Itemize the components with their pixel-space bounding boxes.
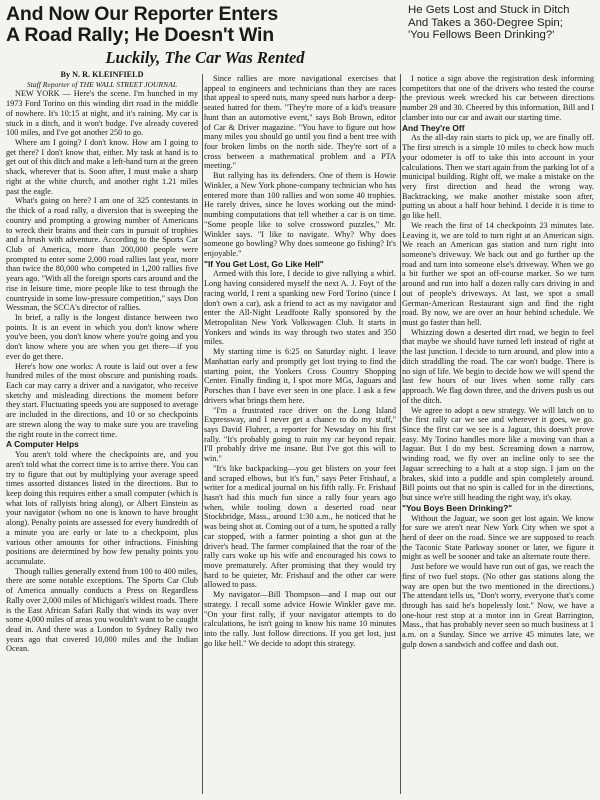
deck [408,4,598,42]
paragraph: My starting time is 6:25 on Saturday night. I leave Manhattan early and promptly get lost trying to find the starting point, the Yonkers Cross Country Shopping Center. Finally finding it, I spot more MGs, Jaguars and Porsches than I have ever seen in one place. I ask a few drivers what brings them here. [204,347,396,405]
section-heading: And They're Off [402,122,465,133]
column-3 [402,74,594,796]
section-heading: "If You Get Lost, Go Like Hell" [204,258,324,269]
paragraph: Without the Jaguar, we soon get lost again. We know for sure we aren't near New York City when we spot a herd of deer on the road. Since we are supposed to reach the Taconic State Parkway sooner or later, we figure it might as well be sooner and take an alternate route there. [402,513,594,562]
deck-line: And Takes a 360-Degree Spin; [408,16,563,29]
paragraph: Though rallies generally extend from 100 to 400 miles, there are some notable exceptions. The Sports Car Club of America annually conducts a Press on Regardless Rally over 2,000 miles of Michigan's wildest roads. There is the East African Safari Rally that winds its way over some 4,000 miles of areas you wouldn't want to be caught dead in. And there was a London to Sydney Rally two years ago that covered 10,000 miles and the Indian Ocean. [6,566,198,654]
column-rule [202,74,203,794]
paragraph: Armed with this lore, I decide to give rallying a whirl. Long having considered myself the next A. J. Foyt of the racing world, I rent a spanking new Ford Torino (since I don't own a car), ask a friend to act as my navigator and enter the All-Night Leadfoote Rally sponsored by the Metropolitan New York Volkswagen Club. It starts in Yonkers and winds its way through two states and 350 miles. [204,269,396,347]
paragraph: But rallying has its defenders. One of them is Howie Winkler, a New York phone-company technician who has entered more than 100 rallies and won some 40 trophies. He rarely drives, since he loves working out the mind-numbing computations that tell whether a car is on time. "Some people like to solve crossword puzzles," Mr. Winkler says. "I like to navigate. Why? Why does someone go bowling? Why does someone go fishing? It's enjoyable." [204,171,396,258]
paragraph: As the all-day rain starts to pick up, we are finally off. The first stretch is a simple 10 miles to check how much your odometer is off to take this into account in your calculations. Then we start again from the parking lot of a municipal building. Right off, we make a mistake on the very first direction and head the wrong way. Backtracking, we make another mistake soon after, putting us about a half hour behind. I decide it is time to go like hell. [402,133,594,221]
section-heading: A Computer Helps [6,439,79,450]
paragraph: In brief, a rally is the longest distance between two points. It is an event in which you don't know where you've been, you don't know where you're going and you don't know where you are when you get there—if you ever do get there. [6,312,198,361]
paragraph: Since rallies are more navigational exercises that appeal to engineers and technicians than they are races that appeal to speed nuts, many speed nuts harbor a deep-seated hatred for them. "They're more of a kid's treasure hunt than an automotive event," says Bob Brown, editor of Car & Driver magazine. "You have to figure out how many miles you should go until you find a bent tree with four broken limbs on the north side. They're sort of a cross between a mathematical problem and a PTA meeting." [204,74,396,171]
byline-title: Staff Reporter of THE WALL STREET JOURNAL [26,79,178,89]
paragraph: "It's like backpacking—you get blisters on your feet and scraped elbows, but it's fun," says Peter Frishauf, a writer for a medical journal on his fifth rally. Fr. Frishauf hasn't had this much fun since a rally four years ago when, while tooling down a deserted road near Stockbridge, Mass., around 1:30 a.m., he noticed that he was being shot at. Coming out of a turn, he spotted a rally car stopped, with a farmer pointing a shot gun at the driver's head. The farmer complained that the roar of the rally cars woke up his wife and encouraged his cows to move prematurely. After promising that they would try hard to be quieter, Mr. Frishauf and the other car were allowed to pass. [204,463,396,590]
paragraph: NEW YORK — Here's the scene. I'm hunched in my 1973 Ford Torino on this winding dirt road in the middle of nowhere. It's 10:15 at night, and it's raining. My car is stuck in a ditch, and it won't budge. I've already covered 100 miles, and I've got another 250 to go. [6,89,198,138]
paragraph: "I'm a frustrated race driver on the Long Island Expressway, and I never get a chance to do my stuff," says David Fluhrer, a reporter for Newsday on his first rally. "It's probably going to ruin my car beyond repair. I'll probably drive me insane. But I've got this will to win." [204,405,396,464]
column-rule [400,74,401,794]
headline-line: And Now Our Reporter Enters [6,3,278,25]
subhead: Luckily, The Car Was Rented [105,48,305,67]
paragraph: You aren't told where the checkpoints are, and you aren't told what the correct time is to arrive there. You can try to figure that out by multiplying your average speed times assorted distances listed in the directions. But to keep doing this requires either a small computer (which is what lots of rallyists bring along), or Albert Einstein as your navigator (whom no one is known to have brought along). Penalty points are assessed for every hundredth of a minute you are early or late to a checkpoint, plus various other amounts for other infractions. Finishing positions are determined by how few penalty points you accumulate. [6,450,198,567]
paragraph: We reach the first of 14 checkpoints 23 minutes late. Leaving it, we are told to turn right at an American sign. We reach an American gas station and turn right into someone's driveway. We back out and go further up the road and turn into someone else's driveway. When we go a bit further we spot an off-course marker. So we turn around and run into half a dozen rally cars driving in and out of people's driveways. At last, we spot a small German-American Restaurant sign and find the right road. By now, we are over an hour behind schedule. We must go faster than hell. [402,220,594,328]
paragraph: Whizzing down a deserted dirt road, we begin to feel that maybe we should have turned left instead of right at the last junction. I decide to turn around, and plow into a ditch straddling the road. The car won't budge. There is no sign of life. We begin to decide how we will spend the last few hours of our lives when some rally cars approach. We flag down three, and the drivers push us out of the ditch. [402,327,594,405]
paragraph: My navigator—Bill Thompson—and I map out our strategy. I recall some advice Howie Winkler gave me. "On your first rally, if your navigator attempts to do calculations, he isn't going to know his name 10 minutes into the rally. Just follow directions. If you get lost, just go like hell." We decide to adopt this strategy. [204,590,396,648]
headline [6,4,406,46]
byline: By N. R. KLEINFIELD [60,70,144,79]
paragraph: We agree to adopt a new strategy. We will latch on to the first rally car we see and wherever it goes, we go. Since the first car we see is a Jaguar, this doesn't prove easy. My Torino handles more like a moving van than a Jaguar. But I do my best. Screaming down a narrow, winding road, we fly over an incline only to see the Jaguar screeching to a halt at a stop sign. I jam on the brakes, skid into a puddle and spin completely around. Bill points out that no spin is called for in the directions, but since we're still heading the right way, it's okay. [402,405,594,502]
section-heading: "You Boys Been Drinking?" [402,502,513,513]
paragraph: What's going on here? I am one of 325 contestants in the thick of a road rally, a diversion that is sweeping the country and prompting a growing number of Americans to wreck their brains and their cars in pursuit of trophies and a brush with adventure. According to the Sports Car Club of America, more than 200,000 people were prompted to enter some 2,000 road rallies last year, more than twice the 80,000 who competed in 1,200 rallies five years ago. "With all the foreign sports cars around and the rise in leisure time, more people like to test through the countryside in some low-pressure competition," says Don Wessman, the SCCA's director of rallies. [6,196,198,313]
paragraph: Here's how one works: A route is laid out over a few hundred miles of the most obscure and punishing roads. Each car may carry a driver and a navigator, who receive sketchy and misleading directions the moment before they start. Fluctuating speeds you are supposed to average are included in the directions, and 10 or so checkpoints are strewn along the way to make sure you are traveling the right route in the correct time. [6,361,198,439]
paragraph: I notice a sign above the registration desk informing competitors that one of the drivers who tested the course the previous week wrecked his car between directions number 29 and 30. Cheered by this information, Bill and I clamber into our car and await our starting time. [402,74,594,122]
deck-line: 'You Fellows Been Drinking?' [408,29,555,42]
column-1 [6,70,198,798]
headline-line: A Road Rally; He Doesn't Win [6,24,274,46]
paragraph: Where am I going? I don't know. How am I going to get there? I don't know that, either. My task at hand is to get out of this ditch and make a left-hand turn at the green shack, wherever that is. Soon after, I must make a sharp right at the white church, and another right 1.21 miles past the eagle. [6,138,198,196]
paragraph: Just before we would have run out of gas, we reach the first of two fuel stops. (No other gas stations along the way are open but the two mentioned in the directions.) The attendant tells us, "Don't worry, everyone that's come through has said he's hopelessly lost." Now, we have a one-hour rest stop at a motor inn in Great Barrington, Mass., that has probably never seen so much business at 1 a.m. on a Sunday. Since we arrive 45 minutes late, we gulp down a sandwich and coffee and dash out. [402,562,594,649]
deck-line: He Gets Lost and Stuck in Ditch [408,4,570,16]
column-2 [204,74,396,796]
